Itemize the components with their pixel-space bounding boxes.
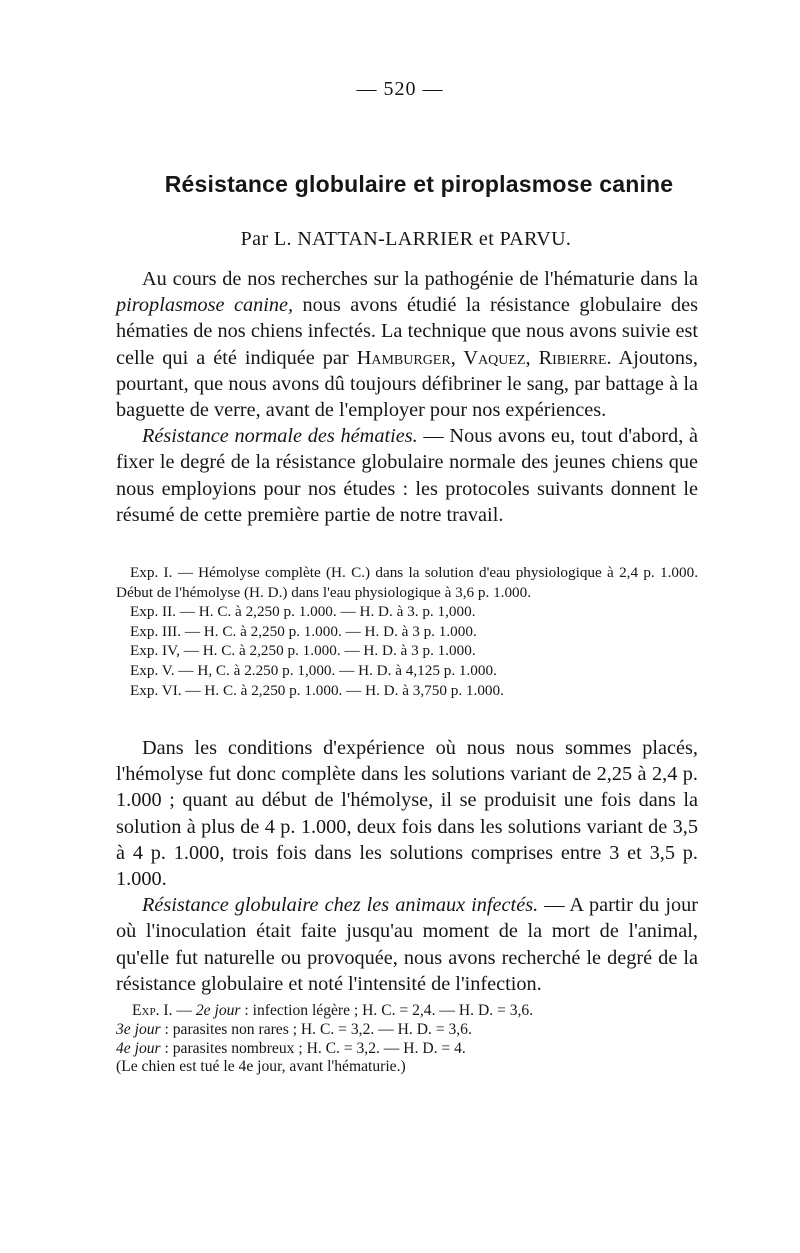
experiments-normal-list [116,563,698,700]
experiment-item: Exp. II. — H. C. à 2,250 p. 1.000. — H. D. à 3. p. 1,000. [130,603,476,621]
intro-p1-text-a: Au cours de nos recherches sur la pathogénie de l'hématurie dans la [142,268,698,290]
infected-paragraph-text: — A partir du jour où l'inoculation était faite jusqu'au moment de la mort de l'animal, qu'elle fut naturelle ou provoquée, nous avons recherché le degré de la résistance globulaire et noté l'intensité de l'infection. [116,894,698,995]
page-number: — 520 — [356,78,444,100]
experiment-item: Exp. IV, — H. C. à 2,250 p. 1.000. — H. D. à 3 p. 1.000. [130,642,476,660]
experiment-item: Exp. III. — H. C. à 2,250 p. 1.000. — H. D. à 3 p. 1.000. [130,622,477,640]
section-heading-normal: Résistance normale des hématies. [142,425,418,448]
experiment-infected-line-3 [116,1040,698,1059]
article-title: Résistance globulaire et piroplasmose canine [164,171,674,197]
intro-p1-names: Hamburger, Vaquez, Ribierre. [356,346,612,369]
exp-label: Exp. I. — [132,1002,196,1019]
intro-p1-emphasis: piroplasmose canine, [116,294,294,317]
exp-result: : parasites non rares ; H. C. = 3,2. — H. D. = 3,6. [160,1020,472,1038]
exp-result: : parasites nombreux ; H. C. = 3,2. — H. D. = 4. [160,1039,466,1057]
experiment-item: Exp. I. — Hémolyse complète (H. C.) dans la solution d'eau physiologique à 2,4 p. 1.000. Début de l'hémolyse (H. D.) dans l'eau physiologique à 3,6 p. 1.000. [116,564,698,601]
exp-day: 2e jour [195,1002,241,1019]
byline-prefix: Par [240,228,274,250]
experiments-infected-list [116,1002,698,1077]
exp-day: 4e jour [116,1039,161,1057]
byline-author-2: PARVU. [499,228,572,250]
intro-p1-text-b: nous avons étudié la résistance globulaire des hématies de nos chiens infectés. La technique que nous avons suivie est celle qui a été indiquée par [116,294,699,369]
intro-p2-text: — Nous avons eu, tout d'abord, à fixer le degré de la résistance globulaire normale des jeunes chiens que nous employions pour nos études : les protocoles suivants donnent le résumé de cette première partie de notre travail. [116,425,698,526]
exp-day: 3e jour [116,1020,161,1038]
byline-conjunction: et [473,228,500,250]
infected-paragraph [116,892,698,997]
experiment-item: Exp. VI. — H. C. à 2,250 p. 1.000. — H. D. à 3,750 p. 1.000. [130,681,504,699]
intro-p1-text-c: Ajoutons, pourtant, que nous avons dû toujours défibriner le sang, par battage à la baguette de verre, avant de l'employer pour nos expériences. [116,346,698,422]
intro-paragraph-2 [116,423,698,528]
experiment-infected-line-1 [116,1002,698,1021]
experiment-infected-note: (Le chien est tué le 4e jour, avant l'hématurie.) [116,1058,406,1076]
experiment-infected-line-2 [116,1021,698,1040]
exp-result: : infection légère ; H. C. = 2,4. — H. D. = 3,6. [240,1002,534,1019]
section-heading-infected: Résistance globulaire chez les animaux infectés. [142,894,539,917]
experiment-item: Exp. V. — H, C. à 2.250 p. 1,000. — H. D. à 4,125 p. 1.000. [130,661,497,679]
middle-section [116,735,698,997]
intro-paragraph-1 [116,266,698,423]
byline-author-1: L. NATTAN-LARRIER [273,228,474,250]
conclusion-paragraph: Dans les conditions d'expérience où nous nous sommes placés, l'hémolyse fut donc complète dans les solutions variant de 2,25 à 2,4 p. 1.000 ; quant au début de l'hémolyse, il se produisit une fois dans la solution à plus de 4 p. 1.000, deux fois dans les solutions variant de 3,5 à 4 p. 1.000, trois fois dans les solutions comprises entre 3 et 3,5 p. 1.000. [116,737,698,891]
byline [0,228,800,251]
intro-section [116,266,698,528]
